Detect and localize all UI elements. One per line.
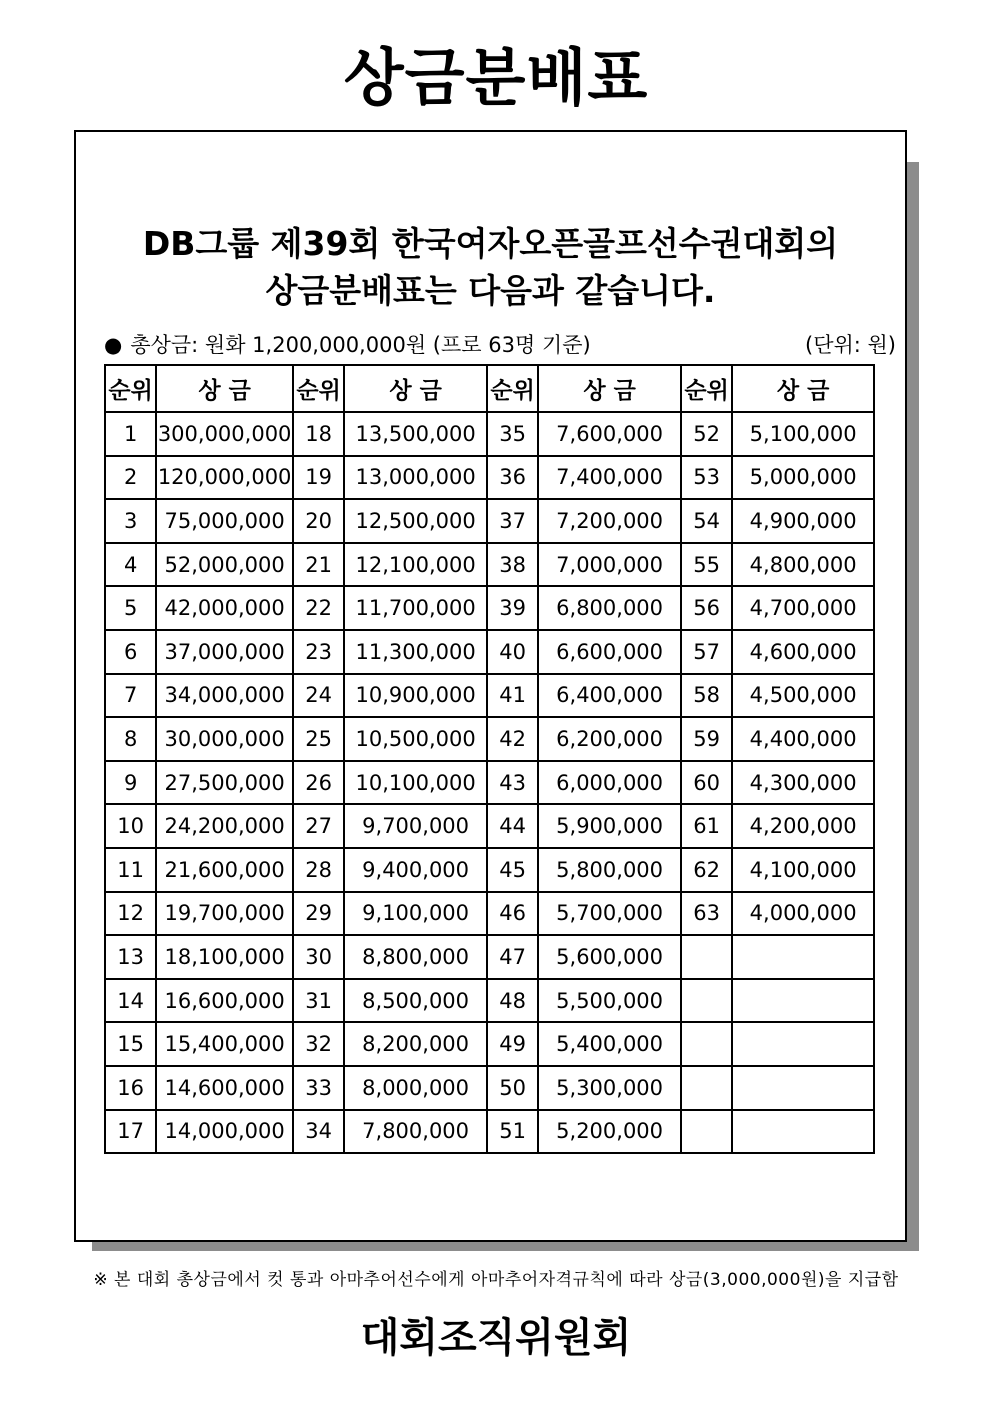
- bullet-icon: ●: [104, 333, 123, 357]
- rank-cell: 52: [681, 412, 732, 456]
- total-prize-text: 총상금: 원화 1,200,000,000원 (프로 63명 기준): [130, 333, 591, 357]
- prize-cell: 6,000,000: [538, 761, 681, 805]
- rank-cell: 36: [487, 456, 538, 500]
- rank-cell: 46: [487, 892, 538, 936]
- prize-cell: [732, 1066, 874, 1110]
- prize-cell: 4,500,000: [732, 674, 874, 718]
- rank-cell: 1: [105, 412, 156, 456]
- rank-cell: 42: [487, 717, 538, 761]
- prize-table: [104, 364, 875, 1154]
- prize-cell: 9,100,000: [344, 892, 487, 936]
- rank-cell: 26: [293, 761, 344, 805]
- prize-cell: 5,900,000: [538, 804, 681, 848]
- prize-cell: 12,500,000: [344, 499, 487, 543]
- prize-cell: 75,000,000: [156, 499, 293, 543]
- rank-cell: 54: [681, 499, 732, 543]
- rank-cell: 19: [293, 456, 344, 500]
- prize-cell: 7,000,000: [538, 543, 681, 587]
- prize-cell: 11,300,000: [344, 630, 487, 674]
- prize-cell: 13,500,000: [344, 412, 487, 456]
- prize-cell: 9,400,000: [344, 848, 487, 892]
- prize-cell: 21,600,000: [156, 848, 293, 892]
- rank-cell: 5: [105, 586, 156, 630]
- prize-cell: 6,800,000: [538, 586, 681, 630]
- prize-cell: 4,000,000: [732, 892, 874, 936]
- rank-cell: 35: [487, 412, 538, 456]
- prize-cell: [732, 1110, 874, 1154]
- table-row: [105, 761, 874, 805]
- rank-cell: 15: [105, 1022, 156, 1066]
- prize-cell: 120,000,000: [156, 456, 293, 500]
- rank-cell: 16: [105, 1066, 156, 1110]
- rank-cell: 31: [293, 979, 344, 1023]
- prize-cell: [732, 1022, 874, 1066]
- prize-cell: 15,400,000: [156, 1022, 293, 1066]
- table-row: [105, 586, 874, 630]
- prize-cell: 52,000,000: [156, 543, 293, 587]
- prize-cell: [732, 979, 874, 1023]
- rank-cell: 23: [293, 630, 344, 674]
- table-row: [105, 674, 874, 718]
- rank-cell: 8: [105, 717, 156, 761]
- rank-cell: 29: [293, 892, 344, 936]
- rank-cell: 61: [681, 804, 732, 848]
- rank-cell: 63: [681, 892, 732, 936]
- rank-cell: 24: [293, 674, 344, 718]
- footnote: ※ 본 대회 총상금에서 컷 통과 아마추어선수에게 아마추어자격규칙에 따라 상금(3,000,000원)을 지급함: [93, 1270, 899, 1290]
- prize-cell: 37,000,000: [156, 630, 293, 674]
- prize-cell: 27,500,000: [156, 761, 293, 805]
- table-row: [105, 979, 874, 1023]
- prize-cell: 7,400,000: [538, 456, 681, 500]
- prize-cell: 8,200,000: [344, 1022, 487, 1066]
- rank-cell: 3: [105, 499, 156, 543]
- prize-cell: 7,200,000: [538, 499, 681, 543]
- header-rank: 순위: [487, 365, 538, 412]
- rank-cell: 60: [681, 761, 732, 805]
- headline-line-2: 상금분배표는 다음과 같습니다.: [265, 271, 716, 310]
- table-row: [105, 543, 874, 587]
- rank-cell: 51: [487, 1110, 538, 1154]
- rank-cell: [681, 979, 732, 1023]
- rank-cell: 30: [293, 935, 344, 979]
- rank-cell: 47: [487, 935, 538, 979]
- prize-cell: 5,600,000: [538, 935, 681, 979]
- prize-cell: 4,700,000: [732, 586, 874, 630]
- rank-cell: 32: [293, 1022, 344, 1066]
- rank-cell: 2: [105, 456, 156, 500]
- rank-cell: 43: [487, 761, 538, 805]
- rank-cell: 13: [105, 935, 156, 979]
- table-row: [105, 456, 874, 500]
- header-rank: 순위: [293, 365, 344, 412]
- table-row: [105, 804, 874, 848]
- rank-cell: 28: [293, 848, 344, 892]
- rank-cell: 20: [293, 499, 344, 543]
- prize-cell: 13,000,000: [344, 456, 487, 500]
- rank-cell: 55: [681, 543, 732, 587]
- rank-cell: 21: [293, 543, 344, 587]
- rank-cell: 12: [105, 892, 156, 936]
- prize-cell: 10,500,000: [344, 717, 487, 761]
- table-row: [105, 412, 874, 456]
- prize-frame: [74, 130, 907, 1242]
- prize-cell: 34,000,000: [156, 674, 293, 718]
- header-prize: 상 금: [344, 365, 487, 412]
- prize-cell: 5,300,000: [538, 1066, 681, 1110]
- table-row: [105, 892, 874, 936]
- prize-cell: 14,600,000: [156, 1066, 293, 1110]
- prize-cell: 4,100,000: [732, 848, 874, 892]
- rank-cell: 10: [105, 804, 156, 848]
- rank-cell: 41: [487, 674, 538, 718]
- prize-cell: 5,100,000: [732, 412, 874, 456]
- rank-cell: 50: [487, 1066, 538, 1110]
- prize-cell: 9,700,000: [344, 804, 487, 848]
- prize-cell: 4,800,000: [732, 543, 874, 587]
- prize-cell: 12,100,000: [344, 543, 487, 587]
- prize-cell: 5,800,000: [538, 848, 681, 892]
- prize-cell: 4,200,000: [732, 804, 874, 848]
- prize-cell: 7,600,000: [538, 412, 681, 456]
- prize-cell: 5,700,000: [538, 892, 681, 936]
- prize-cell: 6,200,000: [538, 717, 681, 761]
- rank-cell: 49: [487, 1022, 538, 1066]
- prize-cell: 11,700,000: [344, 586, 487, 630]
- rank-cell: 37: [487, 499, 538, 543]
- prize-cell: 6,400,000: [538, 674, 681, 718]
- page-title: 상금분배표: [343, 41, 649, 114]
- rank-cell: 53: [681, 456, 732, 500]
- rank-cell: 44: [487, 804, 538, 848]
- rank-cell: 59: [681, 717, 732, 761]
- rank-cell: 11: [105, 848, 156, 892]
- table-row: [105, 935, 874, 979]
- rank-cell: 40: [487, 630, 538, 674]
- rank-cell: 39: [487, 586, 538, 630]
- rank-cell: 57: [681, 630, 732, 674]
- header-rank: 순위: [681, 365, 732, 412]
- prize-cell: 5,400,000: [538, 1022, 681, 1066]
- prize-cell: 30,000,000: [156, 717, 293, 761]
- rank-cell: 62: [681, 848, 732, 892]
- rank-cell: [681, 1022, 732, 1066]
- rank-cell: 22: [293, 586, 344, 630]
- table-row: [105, 499, 874, 543]
- organizer-name: 대회조직위원회: [360, 1315, 632, 1361]
- prize-cell: 10,100,000: [344, 761, 487, 805]
- info-row: [104, 330, 896, 360]
- prize-cell: 4,900,000: [732, 499, 874, 543]
- table-row: [105, 1022, 874, 1066]
- rank-cell: 9: [105, 761, 156, 805]
- header-prize: 상 금: [732, 365, 874, 412]
- prize-cell: 8,500,000: [344, 979, 487, 1023]
- table-header-row: [105, 365, 874, 412]
- rank-cell: 34: [293, 1110, 344, 1154]
- rank-cell: 17: [105, 1110, 156, 1154]
- header-prize: 상 금: [538, 365, 681, 412]
- prize-cell: 4,300,000: [732, 761, 874, 805]
- total-prize-info: [104, 330, 591, 360]
- unit-label: (단위: 원): [805, 333, 896, 357]
- rank-cell: 45: [487, 848, 538, 892]
- rank-cell: [681, 1066, 732, 1110]
- rank-cell: 4: [105, 543, 156, 587]
- rank-cell: 58: [681, 674, 732, 718]
- rank-cell: 7: [105, 674, 156, 718]
- rank-cell: [681, 935, 732, 979]
- prize-cell: 14,000,000: [156, 1110, 293, 1154]
- rank-cell: 33: [293, 1066, 344, 1110]
- prize-cell: 300,000,000: [156, 412, 293, 456]
- table-row: [105, 848, 874, 892]
- rank-cell: 48: [487, 979, 538, 1023]
- prize-cell: 19,700,000: [156, 892, 293, 936]
- rank-cell: 14: [105, 979, 156, 1023]
- rank-cell: 18: [293, 412, 344, 456]
- prize-cell: 8,000,000: [344, 1066, 487, 1110]
- prize-cell: 24,200,000: [156, 804, 293, 848]
- rank-cell: [681, 1110, 732, 1154]
- prize-cell: 8,800,000: [344, 935, 487, 979]
- rank-cell: 6: [105, 630, 156, 674]
- table-row: [105, 1110, 874, 1154]
- prize-cell: 18,100,000: [156, 935, 293, 979]
- prize-cell: 16,600,000: [156, 979, 293, 1023]
- prize-cell: 4,400,000: [732, 717, 874, 761]
- table-row: [105, 1066, 874, 1110]
- rank-cell: 56: [681, 586, 732, 630]
- prize-cell: 42,000,000: [156, 586, 293, 630]
- prize-cell: 5,200,000: [538, 1110, 681, 1154]
- prize-cell: 5,000,000: [732, 456, 874, 500]
- table-row: [105, 717, 874, 761]
- prize-cell: 10,900,000: [344, 674, 487, 718]
- prize-cell: 4,600,000: [732, 630, 874, 674]
- rank-cell: 27: [293, 804, 344, 848]
- header-prize: 상 금: [156, 365, 293, 412]
- table-body: [105, 412, 874, 1153]
- header-rank: 순위: [105, 365, 156, 412]
- headline-line-1: DB그룹 제39회 한국여자오픈골프선수권대회의: [142, 224, 839, 263]
- prize-cell: 7,800,000: [344, 1110, 487, 1154]
- prize-cell: 6,600,000: [538, 630, 681, 674]
- rank-cell: 38: [487, 543, 538, 587]
- table-row: [105, 630, 874, 674]
- rank-cell: 25: [293, 717, 344, 761]
- prize-cell: [732, 935, 874, 979]
- prize-cell: 5,500,000: [538, 979, 681, 1023]
